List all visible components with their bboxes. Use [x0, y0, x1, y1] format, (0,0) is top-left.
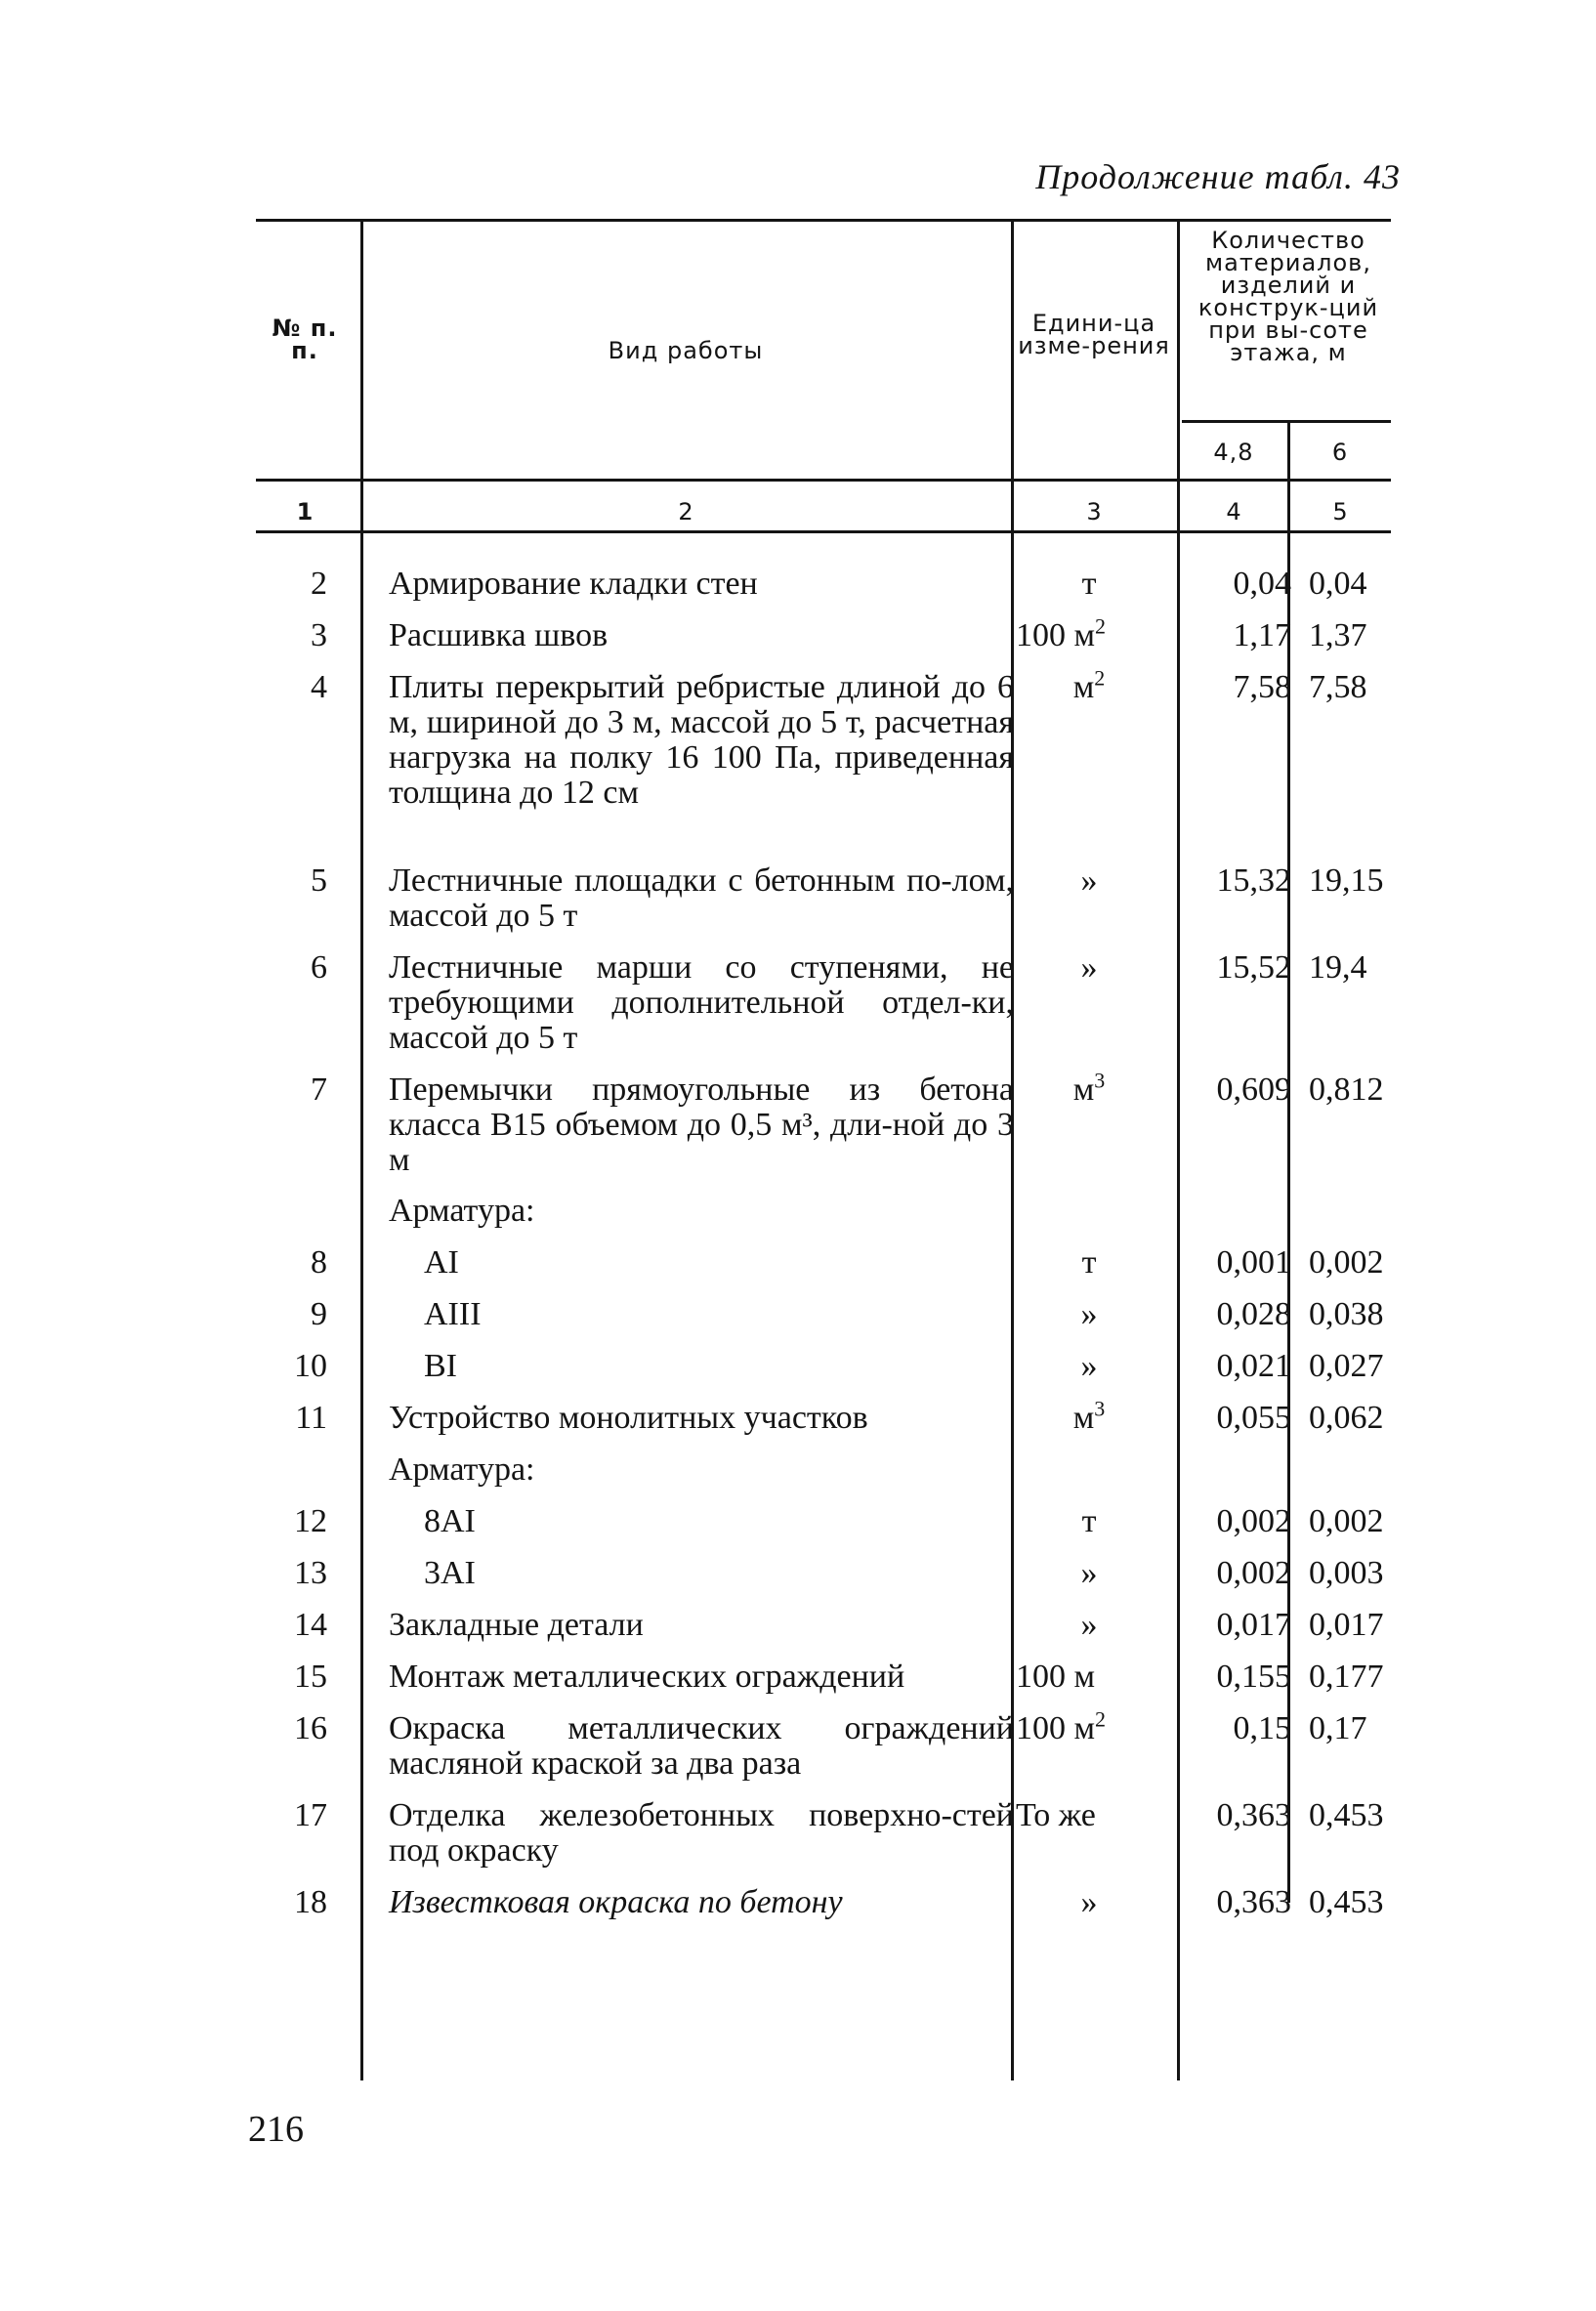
unit: » [1080, 1348, 1098, 1384]
colnum-3: 3 [1086, 498, 1102, 525]
value-height-6: 0,002 [1309, 1503, 1384, 1539]
work-description: Перемычки прямоугольные из бетона класса В15 объемом до 0,5 м³, дли-ной до 3 м [389, 1071, 1014, 1178]
row-number: 11 [295, 1400, 327, 1436]
value-height-6: 0,003 [1309, 1555, 1384, 1591]
value-height-4-8: 0,021 [1216, 1348, 1291, 1384]
row-number: 13 [294, 1555, 327, 1591]
unit [1016, 613, 1162, 653]
value-height-4-8: 15,32 [1216, 862, 1291, 899]
work-description: Арматура: [389, 1193, 535, 1229]
unit [1016, 1706, 1162, 1746]
header-col-no: № п. п. [272, 315, 338, 364]
value-height-6: 0,017 [1309, 1607, 1384, 1643]
unit: 100 м [1016, 1659, 1096, 1695]
row-number: 7 [311, 1071, 327, 1108]
header-height-1: 4,8 [1213, 439, 1254, 466]
work-description: Лестничные марши со ступенями, не требующими дополнительной отдел-ки, массой до 5 т [389, 949, 1014, 1056]
unit-exponent: 2 [1094, 665, 1106, 691]
work-description: Окраска металлических ограждений масляной краской за два раза [389, 1710, 1014, 1782]
value-height-6: 0,002 [1309, 1244, 1384, 1281]
header-col-qty: Количество материалов, изделий и конструк-ций при вы-соте этажа, м [1197, 227, 1379, 366]
row-number: 3 [311, 617, 327, 653]
header-bottom-rule [256, 479, 1391, 482]
unit-text: м [1072, 1071, 1095, 1108]
value-height-6: 0,038 [1309, 1296, 1384, 1332]
value-height-6: 7,58 [1309, 669, 1367, 705]
value-height-6: 0,04 [1309, 566, 1367, 602]
work-description: AIII [424, 1296, 482, 1332]
value-height-4-8: 0,028 [1216, 1296, 1291, 1332]
page-number: 216 [248, 2109, 304, 2150]
row-number: 10 [294, 1348, 327, 1384]
unit-exponent: 2 [1095, 1706, 1107, 1732]
work-description: Отделка железобетонных поверхно-стей под окраску [389, 1797, 1014, 1869]
value-height-4-8: 7,58 [1233, 669, 1291, 705]
colnum-4: 4 [1226, 498, 1241, 525]
unit: т [1081, 1244, 1097, 1281]
work-description: Закладные детали [389, 1607, 644, 1643]
work-description: Монтаж металлических ограждений [389, 1659, 905, 1695]
row-number: 5 [311, 862, 327, 899]
row-number: 16 [294, 1710, 327, 1746]
value-height-4-8: 0,002 [1216, 1503, 1291, 1539]
value-height-4-8: 0,15 [1233, 1710, 1291, 1746]
header-height-2: 6 [1331, 439, 1349, 466]
unit-text: 100 м [1016, 1710, 1096, 1746]
unit: » [1080, 1296, 1098, 1332]
row-number: 8 [311, 1244, 327, 1281]
value-height-6: 19,4 [1309, 949, 1367, 986]
row-number: 14 [294, 1607, 327, 1643]
row-number: 6 [311, 949, 327, 986]
unit [1016, 1068, 1162, 1108]
value-height-6: 0,062 [1309, 1400, 1384, 1436]
value-height-4-8: 0,04 [1233, 566, 1291, 602]
colnum-bottom-rule [256, 530, 1391, 533]
row-number: 12 [294, 1503, 327, 1539]
value-height-4-8: 1,17 [1233, 617, 1291, 653]
value-height-4-8: 0,055 [1216, 1400, 1291, 1436]
work-description: BI [424, 1348, 457, 1384]
colnum-1: 1 [296, 498, 314, 525]
row-number: 18 [294, 1884, 327, 1920]
value-height-4-8: 0,363 [1216, 1884, 1291, 1920]
work-description: AI [424, 1244, 459, 1281]
work-description: Плиты перекрытий ребристые длиной до 6 м, шириной до 3 м, массой до 5 т, расчетная нагрузка на полку 16 100 Па, приведенная толщина до 12 см [389, 669, 1014, 811]
header-col-work: Вид работы [608, 337, 764, 364]
work-description: 8AI [424, 1503, 476, 1539]
value-height-4-8: 0,017 [1216, 1607, 1291, 1643]
value-height-6: 0,027 [1309, 1348, 1384, 1384]
colnum-5: 5 [1332, 498, 1348, 525]
value-height-4-8: 0,609 [1216, 1071, 1291, 1108]
subheader-rule [1182, 420, 1391, 423]
unit-text: 100 м [1016, 617, 1096, 653]
unit-exponent: 2 [1095, 613, 1107, 639]
colnum-2: 2 [678, 498, 693, 525]
unit: » [1080, 862, 1098, 899]
value-height-6: 1,37 [1309, 617, 1367, 653]
value-height-4-8: 15,52 [1216, 949, 1291, 986]
header-col-unit: Едини-ца изме-рения [1018, 310, 1170, 359]
unit: т [1081, 1503, 1097, 1539]
unit: То же [1016, 1797, 1096, 1833]
unit-text: м [1072, 1400, 1095, 1436]
work-description: Армирование кладки стен [389, 566, 758, 602]
unit [1016, 1396, 1162, 1436]
work-description: Лестничные площадки с бетонным по-лом, массой до 5 т [389, 862, 1014, 934]
unit: » [1080, 1607, 1098, 1643]
work-description: Устройство монолитных участков [389, 1400, 868, 1436]
unit [1016, 665, 1162, 705]
value-height-4-8: 0,363 [1216, 1797, 1291, 1833]
unit: т [1081, 566, 1097, 602]
unit-exponent: 3 [1094, 1396, 1106, 1421]
header-top-rule [256, 219, 1391, 222]
value-height-6: 0,812 [1309, 1071, 1384, 1108]
unit-exponent: 3 [1094, 1068, 1106, 1093]
value-height-4-8: 0,155 [1216, 1659, 1291, 1695]
row-number: 17 [294, 1797, 327, 1833]
value-height-6: 0,17 [1309, 1710, 1367, 1746]
value-height-6: 19,15 [1309, 862, 1384, 899]
value-height-6: 0,453 [1309, 1884, 1384, 1920]
row-number: 9 [311, 1296, 327, 1332]
work-description: Арматура: [389, 1451, 535, 1488]
unit: » [1080, 949, 1098, 986]
value-height-4-8: 0,001 [1216, 1244, 1291, 1281]
unit: » [1080, 1555, 1098, 1591]
unit: » [1080, 1884, 1098, 1920]
value-height-6: 0,177 [1309, 1659, 1384, 1695]
work-description: 3AI [424, 1555, 476, 1591]
value-height-4-8: 0,002 [1216, 1555, 1291, 1591]
vrule-3 [1177, 221, 1180, 2080]
table-caption: Продолжение табл. 43 [1035, 157, 1401, 196]
row-number: 2 [311, 566, 327, 602]
row-number: 15 [294, 1659, 327, 1695]
work-description: Расшивка швов [389, 617, 609, 653]
work-description: Известковая окраска по бетону [389, 1884, 843, 1920]
value-height-6: 0,453 [1309, 1797, 1384, 1833]
unit-text: м [1072, 669, 1095, 705]
row-number: 4 [311, 669, 327, 705]
